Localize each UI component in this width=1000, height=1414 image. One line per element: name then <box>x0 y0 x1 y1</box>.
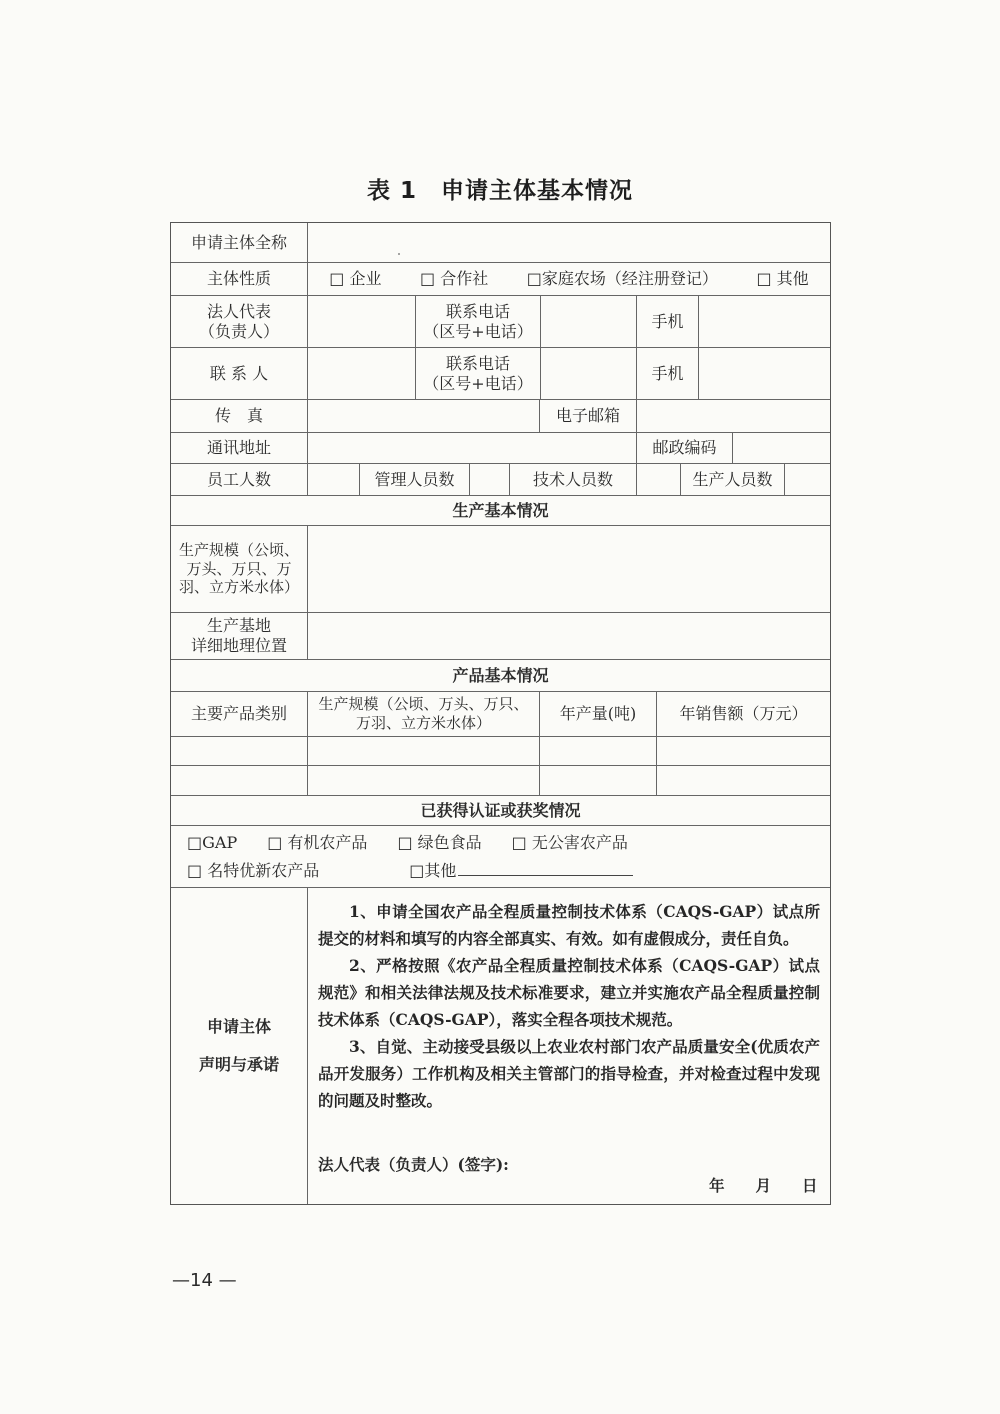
producers-field[interactable] <box>785 464 830 496</box>
product-row-1-output[interactable] <box>540 737 657 766</box>
product-row-1-scale[interactable] <box>308 737 540 766</box>
contact-mobile-label: 手机 <box>637 348 699 400</box>
technicians-field[interactable] <box>637 464 681 496</box>
declaration-item-3: 3、自觉、主动接受县级以上农业农村部门农产品质量安全(优质农产品开发服务）工作机构及相关主管部门的指导检查，并对检查过程中发现的问题及时整改。 <box>318 1037 820 1110</box>
legal-rep-phone-label: 联系电话 （区号+电话） <box>416 296 541 348</box>
staff-field[interactable] <box>308 464 360 496</box>
product-row-2-category[interactable] <box>171 766 308 796</box>
certification-section-title: 已获得认证或获奖情况 <box>171 796 830 826</box>
cert-option-gap[interactable]: □GAP <box>187 832 238 852</box>
legal-rep-field[interactable] <box>308 296 416 348</box>
product-output-header: 年产量(吨) <box>540 692 657 737</box>
contact-mobile-field[interactable] <box>699 348 830 400</box>
postcode-field[interactable] <box>733 433 830 464</box>
production-scale-field[interactable] <box>308 526 830 613</box>
fax-label: 传 真 <box>171 400 308 433</box>
production-section-title: 生产基本情况 <box>171 496 830 526</box>
declaration-item-2: 2、严格按照《农产品全程质量控制技术体系（CAQS-GAP）试点规范》和相关法律法规及技术标准要求，建立并实施农产品全程质量控制技术体系（CAQS-GAP），落实全程各项技术规范。 <box>318 956 820 1029</box>
cert-option-other[interactable]: □其他 <box>409 861 633 881</box>
contact-field[interactable] <box>308 348 416 400</box>
nature-option-enterprise[interactable]: □ 企业 <box>329 269 382 288</box>
technicians-label: 技术人员数 <box>510 464 637 496</box>
legal-rep-phone-field[interactable] <box>541 296 637 348</box>
page-title: 表 1 申请主体基本情况 <box>366 178 633 204</box>
declaration-item-1: 1、申请全国农产品全程质量控制技术体系（CAQS-GAP）试点所提交的材料和填写的内容全部真实、有效。如有虚假成分，责任自负。 <box>318 902 820 948</box>
product-row-1-category[interactable] <box>171 737 308 766</box>
signature-label: 法人代表（负责人）(签字): <box>318 1155 509 1174</box>
product-category-header: 主要产品类别 <box>171 692 308 737</box>
products-section-title: 产品基本情况 <box>171 660 830 692</box>
legal-rep-mobile-field[interactable] <box>699 296 830 348</box>
full-name-field[interactable] <box>308 223 830 263</box>
product-row-2-sales[interactable] <box>657 766 830 796</box>
production-scale-label: 生产规模（公顷、万头、万只、万羽、立方米水体） <box>171 526 308 613</box>
nature-option-cooperative[interactable]: □ 合作社 <box>420 269 489 288</box>
page-number: —14 — <box>172 1270 237 1291</box>
signature-date: 年 月 日 <box>709 1176 818 1195</box>
cert-option-green-food[interactable]: □ 绿色食品 <box>397 832 482 852</box>
cert-option-organic[interactable]: □ 有机农产品 <box>267 832 368 852</box>
cert-other-blank[interactable] <box>458 861 633 876</box>
producers-label: 生产人员数 <box>681 464 785 496</box>
legal-rep-mobile-label: 手机 <box>637 296 699 348</box>
product-row-2-scale[interactable] <box>308 766 540 796</box>
cert-option-specialty[interactable]: □ 名特优新农产品 <box>187 860 320 880</box>
product-row-1-sales[interactable] <box>657 737 830 766</box>
nature-option-other[interactable]: □ 其他 <box>756 269 809 288</box>
legal-rep-label: 法人代表 （负责人） <box>171 296 308 348</box>
postcode-label: 邮政编码 <box>637 433 733 464</box>
nature-option-family-farm[interactable]: □家庭农场（经注册登记） <box>526 269 718 288</box>
contact-phone-label: 联系电话 （区号+电话） <box>416 348 541 400</box>
staff-label: 员工人数 <box>171 464 308 496</box>
product-sales-header: 年销售额（万元） <box>657 692 830 737</box>
production-base-label: 生产基地 详细地理位置 <box>171 613 308 660</box>
cert-option-pollution-free[interactable]: □ 无公害农产品 <box>511 832 628 852</box>
contact-phone-field[interactable] <box>541 348 637 400</box>
email-field[interactable] <box>637 400 830 433</box>
managers-field[interactable] <box>470 464 510 496</box>
full-name-label: 申请主体全称 <box>171 223 308 263</box>
contact-label: 联 系 人 <box>171 348 308 400</box>
scan-speck <box>398 253 400 255</box>
fax-field[interactable] <box>308 400 540 433</box>
application-form-table <box>170 222 831 1205</box>
nature-label: 主体性质 <box>171 263 308 296</box>
nature-options <box>308 263 830 296</box>
product-row-2-output[interactable] <box>540 766 657 796</box>
email-label: 电子邮箱 <box>540 400 637 433</box>
production-base-field[interactable] <box>308 613 830 660</box>
address-field[interactable] <box>308 433 637 464</box>
managers-label: 管理人员数 <box>360 464 470 496</box>
certification-options <box>171 826 830 888</box>
product-scale-header: 生产规模（公顷、万头、万只、万羽、立方米水体） <box>308 692 540 737</box>
declaration-label: 申请主体 声明与承诺 <box>171 888 308 1204</box>
address-label: 通讯地址 <box>171 433 308 464</box>
